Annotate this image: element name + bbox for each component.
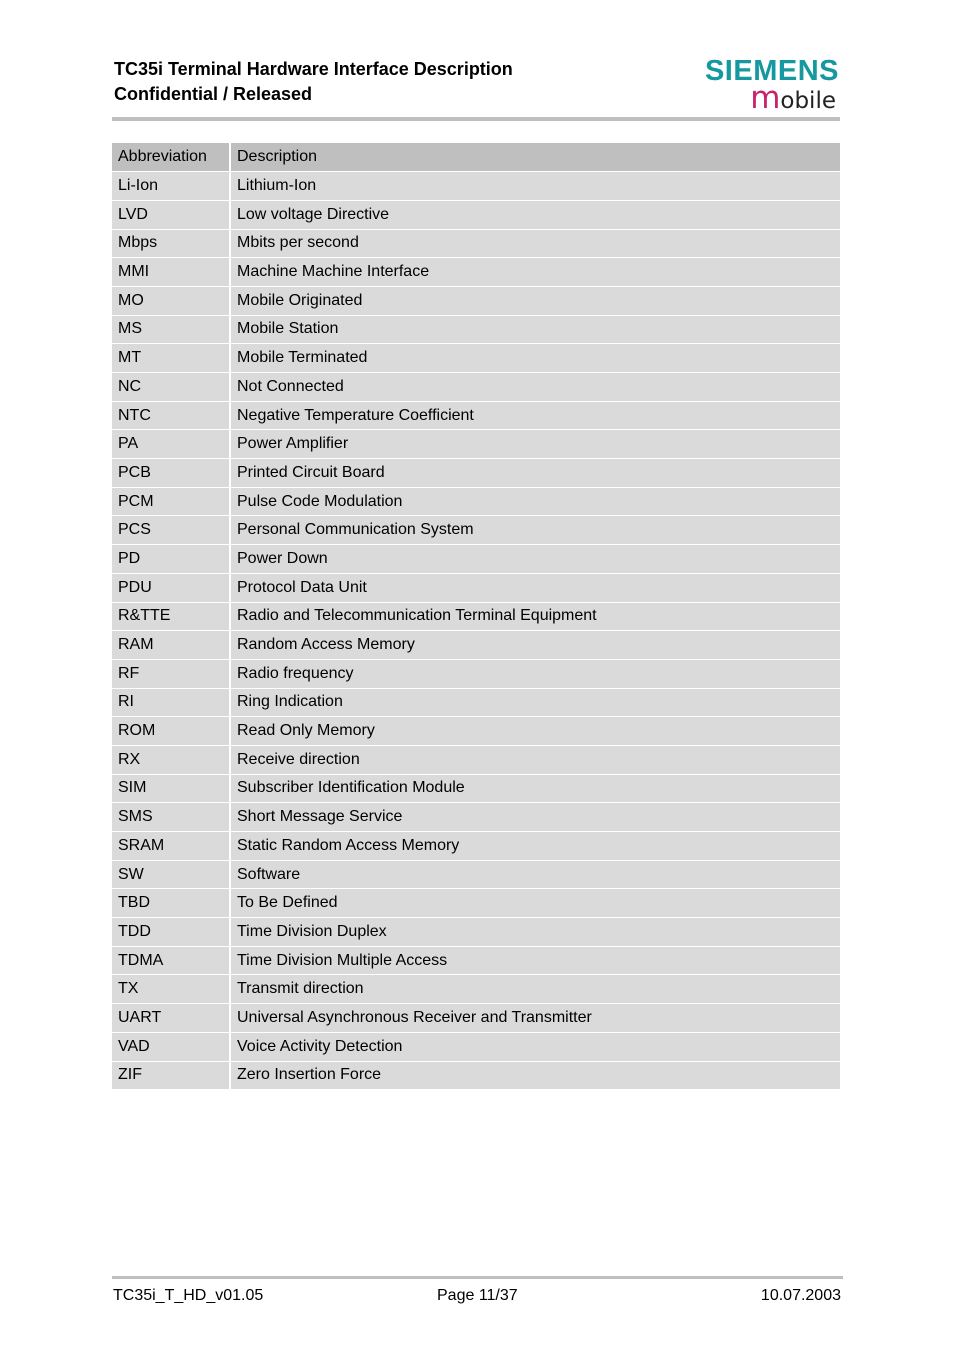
description-cell: Pulse Code Modulation <box>230 487 840 516</box>
description-cell: Ring Indication <box>230 688 840 717</box>
siemens-mobile-logo <box>693 56 839 114</box>
description-cell: Lithium-Ion <box>230 172 840 201</box>
abbreviation-cell: MT <box>112 344 230 373</box>
description-cell: Power Down <box>230 545 840 574</box>
table-row <box>112 1032 840 1061</box>
logo-m: m <box>750 80 781 116</box>
description-cell: Machine Machine Interface <box>230 258 840 287</box>
abbreviation-cell: TDMA <box>112 946 230 975</box>
description-cell: Low voltage Directive <box>230 200 840 229</box>
description-cell: Negative Temperature Coefficient <box>230 401 840 430</box>
logo-siemens-text: SIEMENS <box>704 55 839 87</box>
abbreviation-cell: SIM <box>112 774 230 803</box>
abbreviation-cell: SRAM <box>112 832 230 861</box>
abbreviation-cell: Li-Ion <box>112 172 230 201</box>
abbreviation-cell: PA <box>112 430 230 459</box>
abbreviation-cell: MMI <box>112 258 230 287</box>
abbreviation-cell: PCB <box>112 459 230 488</box>
description-cell: Software <box>230 860 840 889</box>
logo-obile: obile <box>780 88 836 114</box>
abbreviation-cell: RI <box>112 688 230 717</box>
description-cell: Receive direction <box>230 745 840 774</box>
table-row <box>112 286 840 315</box>
abbreviation-cell: ZIF <box>112 1061 230 1090</box>
table-row <box>112 717 840 746</box>
table-header-row <box>112 143 840 172</box>
table-row <box>112 1061 840 1090</box>
description-cell: Radio and Telecommunication Terminal Equipment <box>230 602 840 631</box>
description-cell: Voice Activity Detection <box>230 1032 840 1061</box>
table-row <box>112 344 840 373</box>
table-row <box>112 545 840 574</box>
table-row <box>112 918 840 947</box>
logo-mobile-text <box>750 80 836 116</box>
table-row <box>112 659 840 688</box>
table-row <box>112 688 840 717</box>
description-cell: Mbits per second <box>230 229 840 258</box>
table-row <box>112 487 840 516</box>
description-cell: Time Division Multiple Access <box>230 946 840 975</box>
description-cell: Not Connected <box>230 373 840 402</box>
table-row <box>112 573 840 602</box>
abbreviation-cell: LVD <box>112 200 230 229</box>
column-header-abbreviation: Abbreviation <box>112 143 230 172</box>
table-row <box>112 459 840 488</box>
abbreviation-cell: TBD <box>112 889 230 918</box>
description-cell: Random Access Memory <box>230 631 840 660</box>
table-row <box>112 889 840 918</box>
description-cell: Printed Circuit Board <box>230 459 840 488</box>
table-row <box>112 516 840 545</box>
description-cell: Mobile Terminated <box>230 344 840 373</box>
description-cell: Zero Insertion Force <box>230 1061 840 1090</box>
footer-page-number: Page 11/37 <box>437 1287 518 1304</box>
abbreviation-cell: SW <box>112 860 230 889</box>
footer-divider <box>112 1276 843 1279</box>
table-row <box>112 774 840 803</box>
abbreviation-cell: SMS <box>112 803 230 832</box>
abbreviation-cell: Mbps <box>112 229 230 258</box>
description-cell: Read Only Memory <box>230 717 840 746</box>
description-cell: Static Random Access Memory <box>230 832 840 861</box>
description-cell: Protocol Data Unit <box>230 573 840 602</box>
abbreviation-cell: NC <box>112 373 230 402</box>
table-row <box>112 1004 840 1033</box>
document-title-line2: Confidential / Released <box>114 84 313 104</box>
footer-doc-id: TC35i_T_HD_v01.05 <box>113 1287 264 1304</box>
abbreviation-cell: PD <box>112 545 230 574</box>
table-row <box>112 172 840 201</box>
description-cell: Subscriber Identification Module <box>230 774 840 803</box>
table-row <box>112 229 840 258</box>
abbreviation-cell: TX <box>112 975 230 1004</box>
header-divider <box>112 117 840 121</box>
table-row <box>112 975 840 1004</box>
description-cell: Mobile Originated <box>230 286 840 315</box>
abbreviation-cell: RF <box>112 659 230 688</box>
table-row <box>112 745 840 774</box>
abbreviation-cell: R&TTE <box>112 602 230 631</box>
abbreviation-cell: MS <box>112 315 230 344</box>
abbreviation-cell: PCS <box>112 516 230 545</box>
description-cell: Transmit direction <box>230 975 840 1004</box>
abbreviation-cell: RAM <box>112 631 230 660</box>
description-cell: Time Division Duplex <box>230 918 840 947</box>
abbreviation-cell: UART <box>112 1004 230 1033</box>
description-cell: Short Message Service <box>230 803 840 832</box>
abbreviation-cell: TDD <box>112 918 230 947</box>
abbreviation-cell: RX <box>112 745 230 774</box>
description-cell: Mobile Station <box>230 315 840 344</box>
abbreviation-table <box>112 143 840 1090</box>
table-row <box>112 401 840 430</box>
description-cell: To Be Defined <box>230 889 840 918</box>
table-row <box>112 860 840 889</box>
description-cell: Radio frequency <box>230 659 840 688</box>
table-row <box>112 631 840 660</box>
document-title <box>114 57 513 107</box>
table-row <box>112 315 840 344</box>
table-row <box>112 373 840 402</box>
abbreviation-cell: VAD <box>112 1032 230 1061</box>
table-row <box>112 430 840 459</box>
abbreviation-cell: ROM <box>112 717 230 746</box>
column-header-description: Description <box>230 143 840 172</box>
footer-date: 10.07.2003 <box>760 1287 841 1304</box>
table-row <box>112 832 840 861</box>
abbreviation-cell: MO <box>112 286 230 315</box>
abbreviation-cell: PDU <box>112 573 230 602</box>
table-row <box>112 803 840 832</box>
table-row <box>112 946 840 975</box>
description-cell: Personal Communication System <box>230 516 840 545</box>
description-cell: Power Amplifier <box>230 430 840 459</box>
description-cell: Universal Asynchronous Receiver and Transmitter <box>230 1004 840 1033</box>
table-row <box>112 602 840 631</box>
abbreviation-cell: PCM <box>112 487 230 516</box>
table-row <box>112 200 840 229</box>
document-title-line1: TC35i Terminal Hardware Interface Description <box>114 59 513 79</box>
abbreviation-cell: NTC <box>112 401 230 430</box>
table-row <box>112 258 840 287</box>
